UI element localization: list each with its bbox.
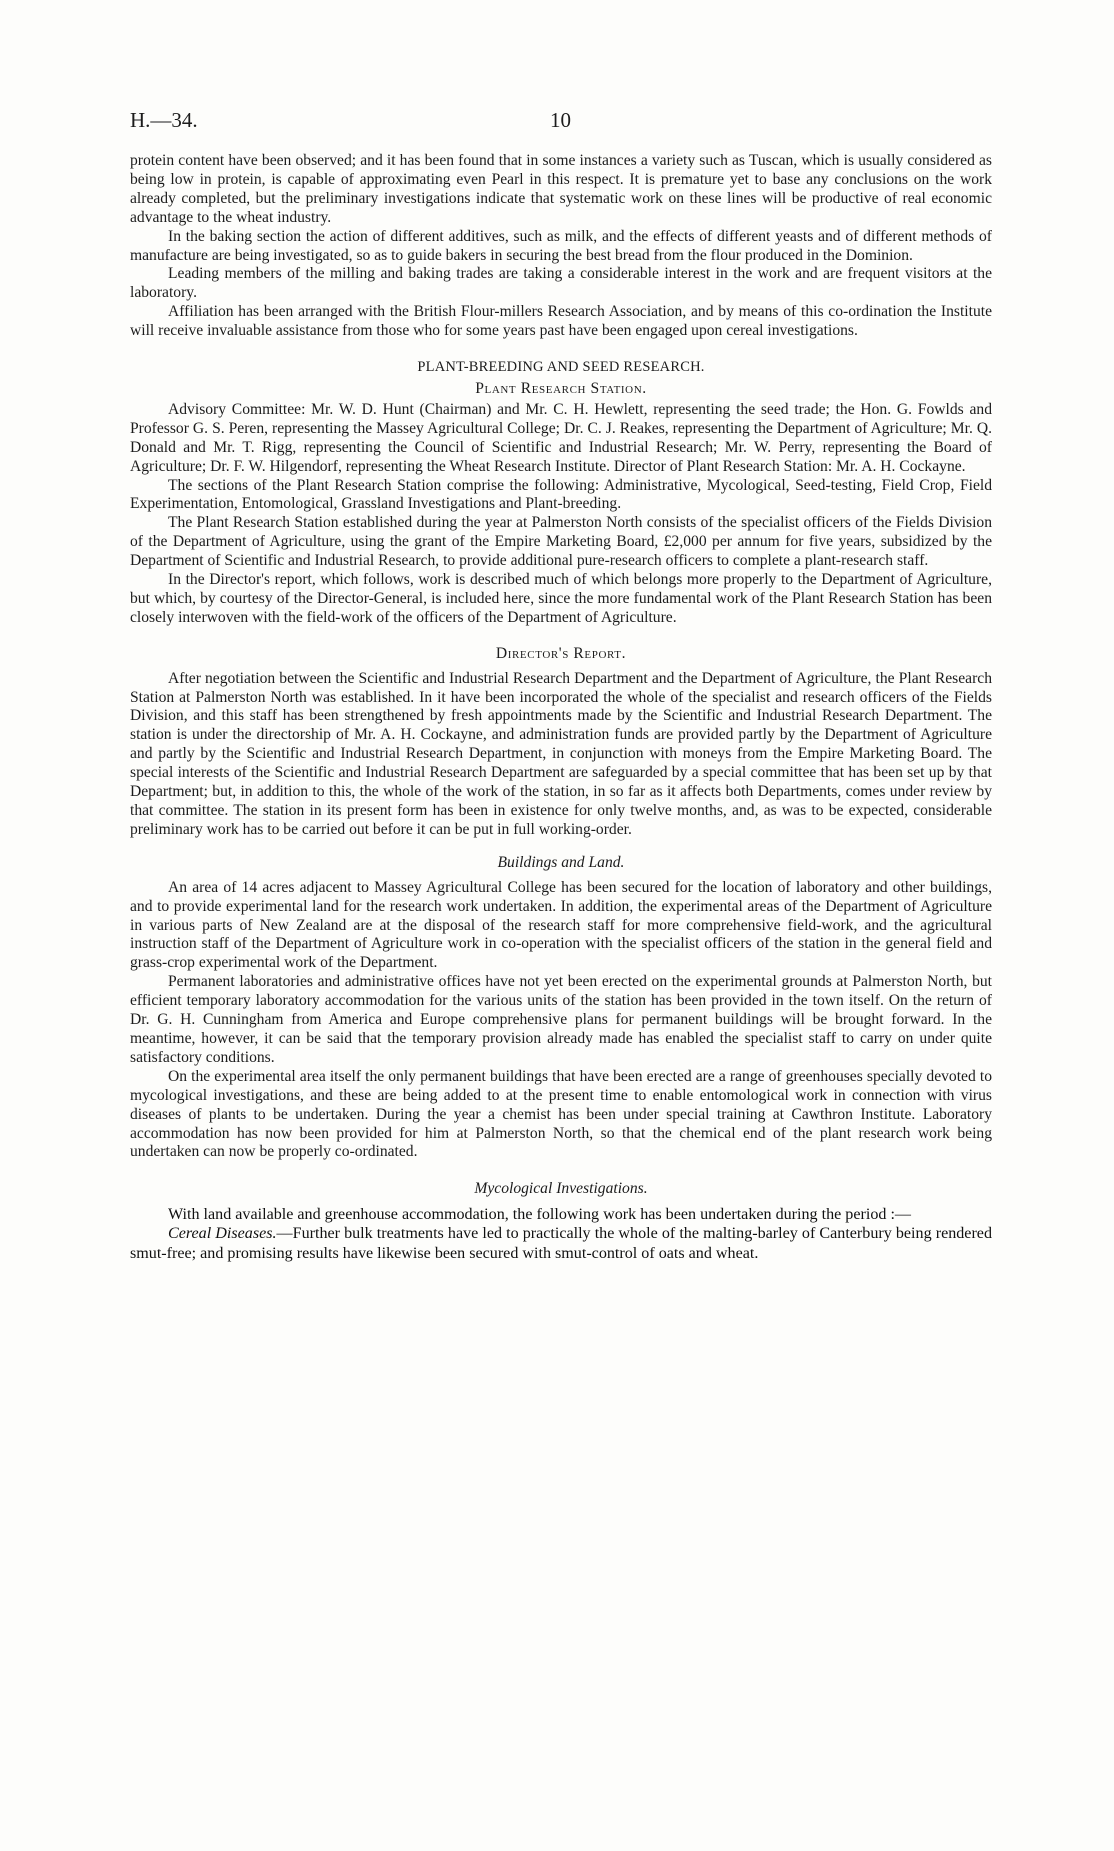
paragraph: With land available and greenhouse accommodation, the following work has been undertaken during the period :— [168, 1206, 912, 1224]
paragraph: The sections of the Plant Research Station comprise the following: Administrative, Mycological, Seed-testing, Field Crop, Field Experimentation, Entomological, Grassland Investigations and Plant-breeding. [130, 476, 992, 513]
paragraph: Permanent laboratories and administrative offices have not yet been erected on the experimental grounds at Palmerston North, but efficient temporary laboratory accommodation for the various units of the station has been provided in the town itself. On the return of Dr. G. H. Cunningham from America and Europe comprehensive plans for permanent buildings will be brought forward. In the meantime, however, it can be said that the temporary provision already made has enabled the specialist staff to carry on under quite satisfactory conditions. [130, 973, 992, 1066]
run-in-heading: Cereal Diseases. [168, 1225, 277, 1243]
paragraph-text: —Further bulk treatments have led to practically the whole of the malting-barley of Canterbury being rendered smut-free; and promising results have likewise been secured with smut-control of oats and wheat. [130, 1225, 992, 1262]
subsection-heading: Plant Research Station. [475, 379, 647, 397]
paragraph: The Plant Research Station established during the year at Palmerston North consists of the specialist officers of the Fields Division of the Department of Agriculture, using the grant of the Empire Marketing Board, £2,000 per annum for five years, subsidized by the Department of Scientific and Industrial Research, to provide additional pure-research officers to complete a plant-research staff. [130, 514, 992, 570]
paragraph: On the experimental area itself the only permanent buildings that have been erected are a range of greenhouses specially devoted to mycological investigations, and these are being added to at the present time to enable entomological work in connection with virus diseases of plants to be undertaken. During the year a chemist has been under special training at Cawthron Institute. Laboratory accommodation has now been provided for him at Palmerston North, so that the chemical end of the plant research work being undertaken can now be properly co-ordinated. [130, 1067, 992, 1161]
paragraph: An area of 14 acres adjacent to Massey Agricultural College has been secured for the location of laboratory and other buildings, and to provide experimental land for the research work undertaken. In addition, the experimental areas of the Department of Agriculture in various parts of New Zealand are at the disposal of the research staff for more comprehensive field-work, and the agricultural instruction staff of the Department of Agriculture work in co-operation with the specialist officers of the station in the general field and grass-crop experimental work of the Department. [130, 878, 992, 972]
paragraph: After negotiation between the Scientific and Industrial Research Department and the Department of Agriculture, the Plant Research Station at Palmerston North was established. In it have been incorporated the whole of the specialist and research officers of the Fields Division, and this staff has been strengthened by fresh appointments made by the Scientific and Industrial Research Department. The station is under the directorship of Mr. A. H. Cockayne, and administration funds are provided partly by the Department of Agriculture and partly by the Scientific and Industrial Research Department, in conjunction with moneys from the Empire Marketing Board. The special interests of the Scientific and Industrial Research Department are safeguarded by a special committee that has been set up by that Department; but, in addition to this, the whole of the work of the station, in so far as it affects both Departments, comes under review by that committee. The station in its present form has been in existence for only twelve months, and, as was to be expected, considerable preliminary work has to be carried out before it can be put in full working-order. [130, 669, 992, 838]
subsection-heading: Mycological Investigations. [474, 1180, 648, 1198]
paragraph: Affiliation has been arranged with the British Flour-millers Research Association, and by means of this co-ordination the Institute will receive invaluable assistance from those who for some years past have been engaged upon cereal investigations. [130, 303, 992, 340]
subsection-heading: Buildings and Land. [497, 853, 625, 871]
paragraph: Advisory Committee: Mr. W. D. Hunt (Chairman) and Mr. C. H. Hewlett, representing the seed trade; the Hon. G. Fowlds and Professor G. S. Peren, representing the Massey Agricultural College; Dr. C. J. Reakes, representing the Department of Agriculture; Mr. Q. Donald and Mr. T. Rigg, representing the Council of Scientific and Industrial Research; Mr. W. Perry, representing the Board of Agriculture; Dr. F. W. Hilgendorf, representing the Wheat Research Institute. Director of Plant Research Station: Mr. A. H. Cockayne. [130, 400, 992, 475]
paragraph: protein content have been observed; and it has been found that in some instances a variety such as Tuscan, which is usually considered as being low in protein, is capable of approximating even Pearl in this respect. It is premature yet to base any conclusions on the work already completed, but the preliminary investigations indicate that systematic work on these lines will be productive of real economic advantage to the wheat industry. [130, 152, 992, 226]
page-header [130, 108, 990, 133]
document-body [130, 152, 992, 1263]
document-reference: H.—34. [130, 108, 198, 132]
paragraph: Leading members of the milling and baking trades are taking a considerable interest in the work and are frequent visitors at the laboratory. [130, 265, 992, 302]
subsection-heading: Director's Report. [495, 644, 627, 662]
section-heading: PLANT-BREEDING AND SEED RESEARCH. [417, 359, 705, 376]
paragraph [130, 1224, 992, 1262]
paragraph: In the Director's report, which follows, work is described much of which belongs more properly to the Department of Agriculture, but which, by courtesy of the Director-General, is included here, since the more fundamental work of the Plant Research Station has been closely interwoven with the field-work of the officers of the Department of Agriculture. [130, 571, 992, 626]
paragraph: In the baking section the action of different additives, such as milk, and the effects of different yeasts and of different methods of manufacture are being investigated, so as to guide bakers in securing the best bread from the flour produced in the Dominion. [130, 227, 992, 264]
page-number: 10 [550, 108, 571, 132]
